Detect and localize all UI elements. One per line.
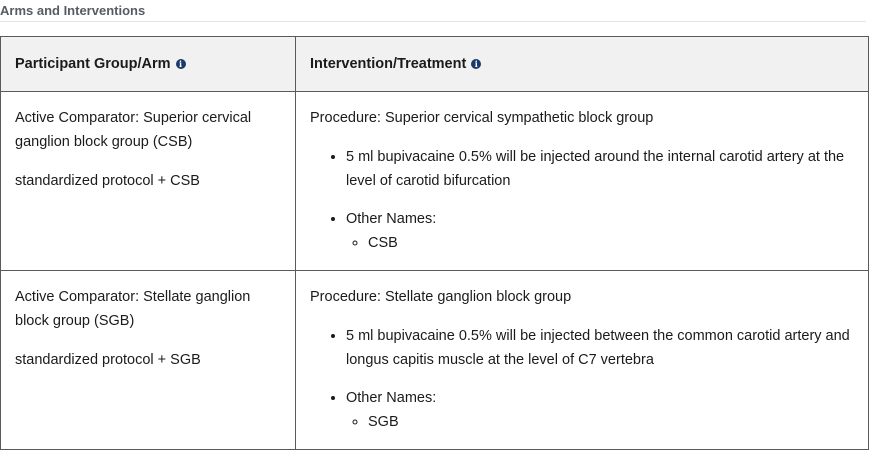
- table-header-row: [1, 37, 869, 92]
- header-participant-group: [1, 37, 296, 92]
- info-icon[interactable]: i: [471, 59, 481, 69]
- other-names-item: [346, 207, 854, 255]
- info-icon[interactable]: i: [176, 59, 186, 69]
- intervention-details: [310, 324, 854, 434]
- other-names-item: [346, 386, 854, 434]
- arm-description: standardized protocol + CSB: [15, 173, 200, 189]
- intervention-detail-item: • 5 ml bupivacaine 0.5% will be injected between the common carotid artery and longus capitis muscle at the level of C7 vertebra: [346, 324, 854, 372]
- arm-description: standardized protocol + SGB: [15, 352, 201, 368]
- arms-interventions-table: [0, 36, 869, 450]
- section-divider: [0, 21, 866, 22]
- intervention-cell: [296, 92, 869, 271]
- intervention-detail-item: • 5 ml bupivacaine 0.5% will be injected around the internal carotid artery at the level of carotid bifurcation: [346, 145, 854, 193]
- arm-cell: [1, 271, 296, 450]
- table-row: [1, 271, 869, 450]
- other-names-label: Other Names:: [346, 390, 437, 406]
- other-name: ◦ SGB: [368, 410, 854, 434]
- section-title: Arms and Interventions: [0, 3, 146, 18]
- other-names-label: Other Names:: [346, 211, 437, 227]
- header-participant-group-label: Participant Group/Arm: [15, 56, 171, 72]
- intervention-details: [310, 145, 854, 255]
- intervention-cell: [296, 271, 869, 450]
- arm-cell: [1, 92, 296, 271]
- procedure-title: Procedure: Superior cervical sympathetic block group: [310, 110, 654, 126]
- arm-label: Active Comparator: Stellate ganglion block group (SGB): [15, 289, 251, 329]
- procedure-title: Procedure: Stellate ganglion block group: [310, 289, 572, 305]
- arm-label: Active Comparator: Superior cervical ganglion block group (CSB): [15, 110, 252, 150]
- header-intervention: [296, 37, 869, 92]
- header-intervention-label: Intervention/Treatment: [310, 56, 467, 72]
- other-name: ◦ CSB: [368, 231, 854, 255]
- table-row: [1, 92, 869, 271]
- other-names-list: [346, 410, 854, 434]
- other-names-list: [346, 231, 854, 255]
